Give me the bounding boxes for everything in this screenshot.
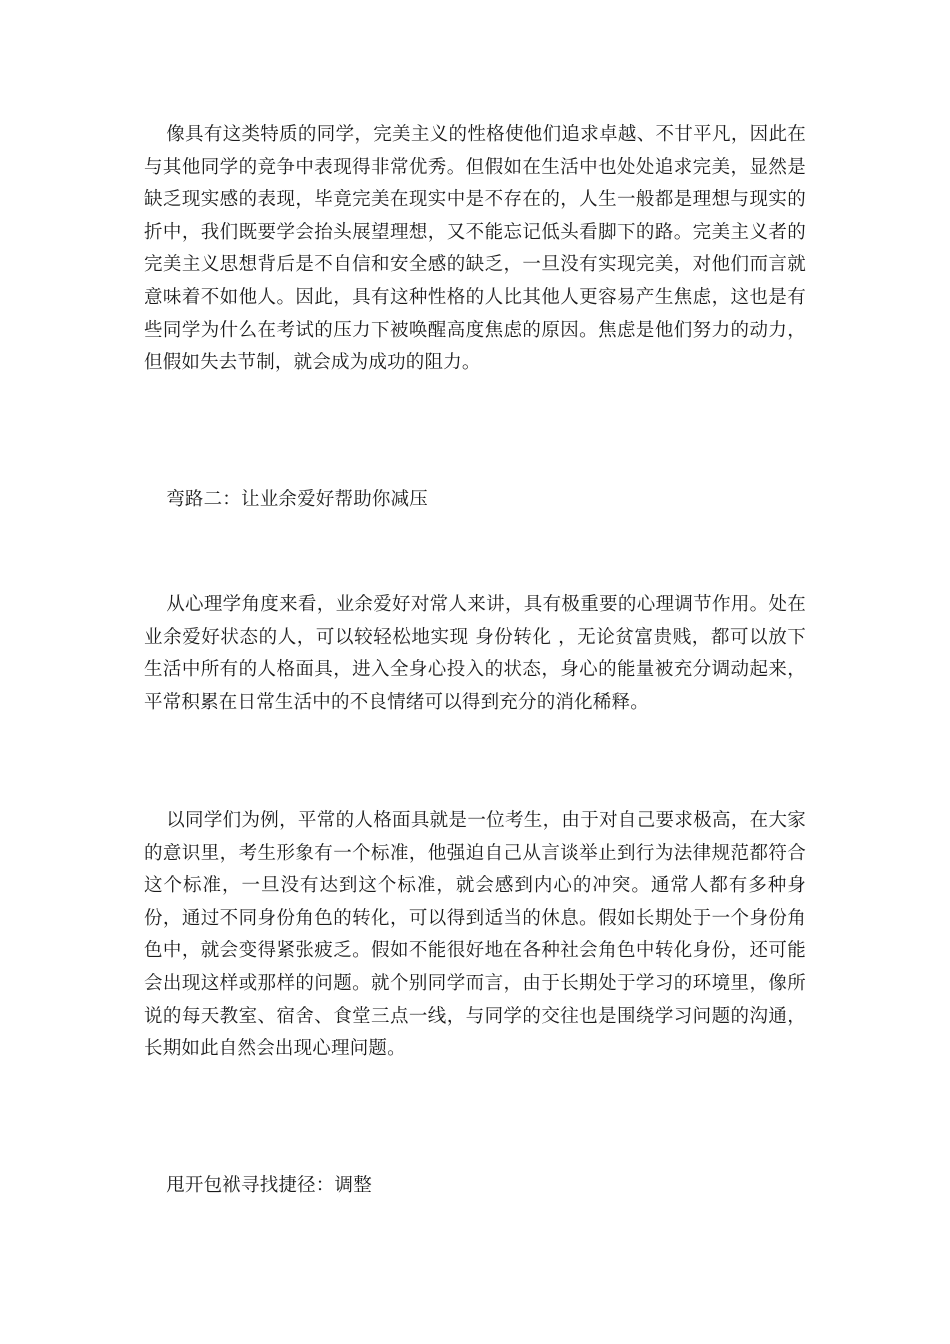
section-heading-hobbies: 弯路二：让业余爱好帮助你减压 <box>166 489 428 510</box>
section-heading-shortcut: 甩开包袱寻找捷径：调整 <box>166 1175 372 1196</box>
paragraph-hobbies-psychology: 从心理学角度来看，业余爱好对常人来讲，具有极重要的心理调节作用。处在业余爱好状态的人，可以较轻松地实现 身份转化 ，无论贫富贵贱，都可以放下生活中所有的人格面具，进入全身心投入的状态，身心的能量被充分调动起来，平常积累在日常生活中的不良情绪可以得到充分的消化稀释。 <box>144 594 806 713</box>
paragraph-student-example: 以同学们为例，平常的人格面具就是一位考生，由于对自己要求极高，在大家的意识里，考生形象有一个标准，他强迫自己从言谈举止到行为法律规范都符合这个标准，一旦没有达到这个标准，就会感到内心的冲突。通常人都有多种身份，通过不同身份角色的转化，可以得到适当的休息。假如长期处于一个身份角色中，就会变得紧张疲乏。假如不能很好地在各种社会角色中转化身份，还可能会出现这样或那样的问题。就个别同学而言，由于长期处于学习的环境里，像所说的每天教室、宿舍、食堂三点一线，与同学的交往也是围绕学习问题的沟通，长期如此自然会出现心理问题。 <box>144 810 806 1060</box>
paragraph-perfectionism: 像具有这类特质的同学，完美主义的性格使他们追求卓越、不甘平凡，因此在与其他同学的竞争中表现得非常优秀。但假如在生活中也处处追求完美，显然是缺乏现实感的表现，毕竟完美在现实中是不存在的，人生一般都是理想与现实的折中，我们既要学会抬头展望理想，又不能忘记低头看脚下的路。完美主义者的完美主义思想背后是不自信和安全感的缺乏，一旦没有实现完美，对他们而言就意味着不如他人。因此，具有这种性格的人比其他人更容易产生焦虑，这也是有些同学为什么在考试的压力下被唤醒高度焦虑的原因。焦虑是他们努力的动力，但假如失去节制，就会成为成功的阻力。 <box>144 124 806 374</box>
